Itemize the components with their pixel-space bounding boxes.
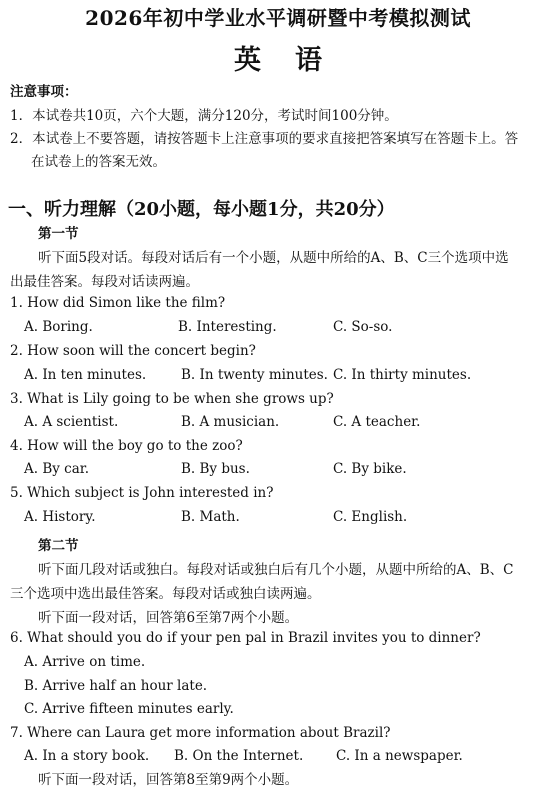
q4-option-a: A. By car. <box>24 461 90 477</box>
section-1-instruction-cont: 出最佳答案。每段对话读两遍。 <box>10 274 199 290</box>
q4-option-c: C. By bike. <box>333 461 407 477</box>
notice-heading: 注意事项： <box>10 84 78 100</box>
dialog-instruction-8-9: 听下面一段对话，回答第8至第9两个小题。 <box>38 772 299 788</box>
question-6: 6. What should you do if your pen pal in Brazil invites you to dinner? <box>10 630 481 646</box>
question-1: 1. How did Simon like the film? <box>10 295 226 311</box>
question-3: 3. What is Lily going to be when she grows up? <box>10 391 334 407</box>
question-4: 4. How will the boy go to the zoo? <box>10 438 243 454</box>
section-1-heading: 第一节 <box>38 226 79 242</box>
q3-option-b: B. A musician. <box>181 414 280 430</box>
q7-option-c: C. In a newspaper. <box>336 748 463 764</box>
dialog-instruction-6-7: 听下面一段对话，回答第6至第7两个小题。 <box>38 610 299 626</box>
exam-title: 2026年初中学业水平调研暨中考模拟测试 <box>85 6 471 30</box>
q7-option-a: A. In a story book. <box>24 748 150 764</box>
q2-option-b: B. In twenty minutes. <box>181 367 328 383</box>
question-7: 7. Where can Laura get more information about Brazil? <box>10 725 391 741</box>
q1-option-a: A. Boring. <box>24 319 93 335</box>
part-heading-listening: 一、听力理解（20小题，每小题1分，共20分） <box>8 199 395 220</box>
q7-option-b: B. On the Internet. <box>174 748 304 764</box>
notice-item-2: 2．本试卷上不要答题，请按答题卡上注意事项的要求直接把答案填写在答题卡上。答 <box>10 131 519 147</box>
q6-option-a: A. Arrive on time. <box>24 654 146 670</box>
section-2-instruction: 听下面几段对话或独白。每段对话或独白后有几个小题，从题中所给的A、B、C <box>38 562 514 578</box>
q6-option-c: C. Arrive fifteen minutes early. <box>24 701 234 717</box>
q5-option-c: C. English. <box>333 509 408 525</box>
q4-option-b: B. By bus. <box>181 461 250 477</box>
section-1-instruction: 听下面5段对话。每段对话后有一个小题，从题中所给的A、B、C三个选项中选 <box>38 250 509 266</box>
q5-option-b: B. Math. <box>181 509 240 525</box>
question-5: 5. Which subject is John interested in? <box>10 485 274 501</box>
q1-option-c: C. So-so. <box>333 319 393 335</box>
notice-item-1: 1．本试卷共10页，六个大题，满分120分，考试时间100分钟。 <box>10 108 398 124</box>
subject-title: 英语 <box>234 45 356 76</box>
notice-item-2-cont: 在试卷上的答案无效。 <box>31 154 166 170</box>
question-2: 2. How soon will the concert begin? <box>10 343 256 359</box>
q3-option-c: C. A teacher. <box>333 414 421 430</box>
q1-option-b: B. Interesting. <box>178 319 277 335</box>
section-2-heading: 第二节 <box>38 538 79 554</box>
section-2-instruction-cont: 三个选项中选出最佳答案。每段对话或独白读两遍。 <box>10 586 321 602</box>
q2-option-c: C. In thirty minutes. <box>333 367 472 383</box>
q2-option-a: A. In ten minutes. <box>24 367 147 383</box>
q6-option-b: B. Arrive half an hour late. <box>24 678 208 694</box>
q3-option-a: A. A scientist. <box>24 414 119 430</box>
q5-option-a: A. History. <box>24 509 96 525</box>
